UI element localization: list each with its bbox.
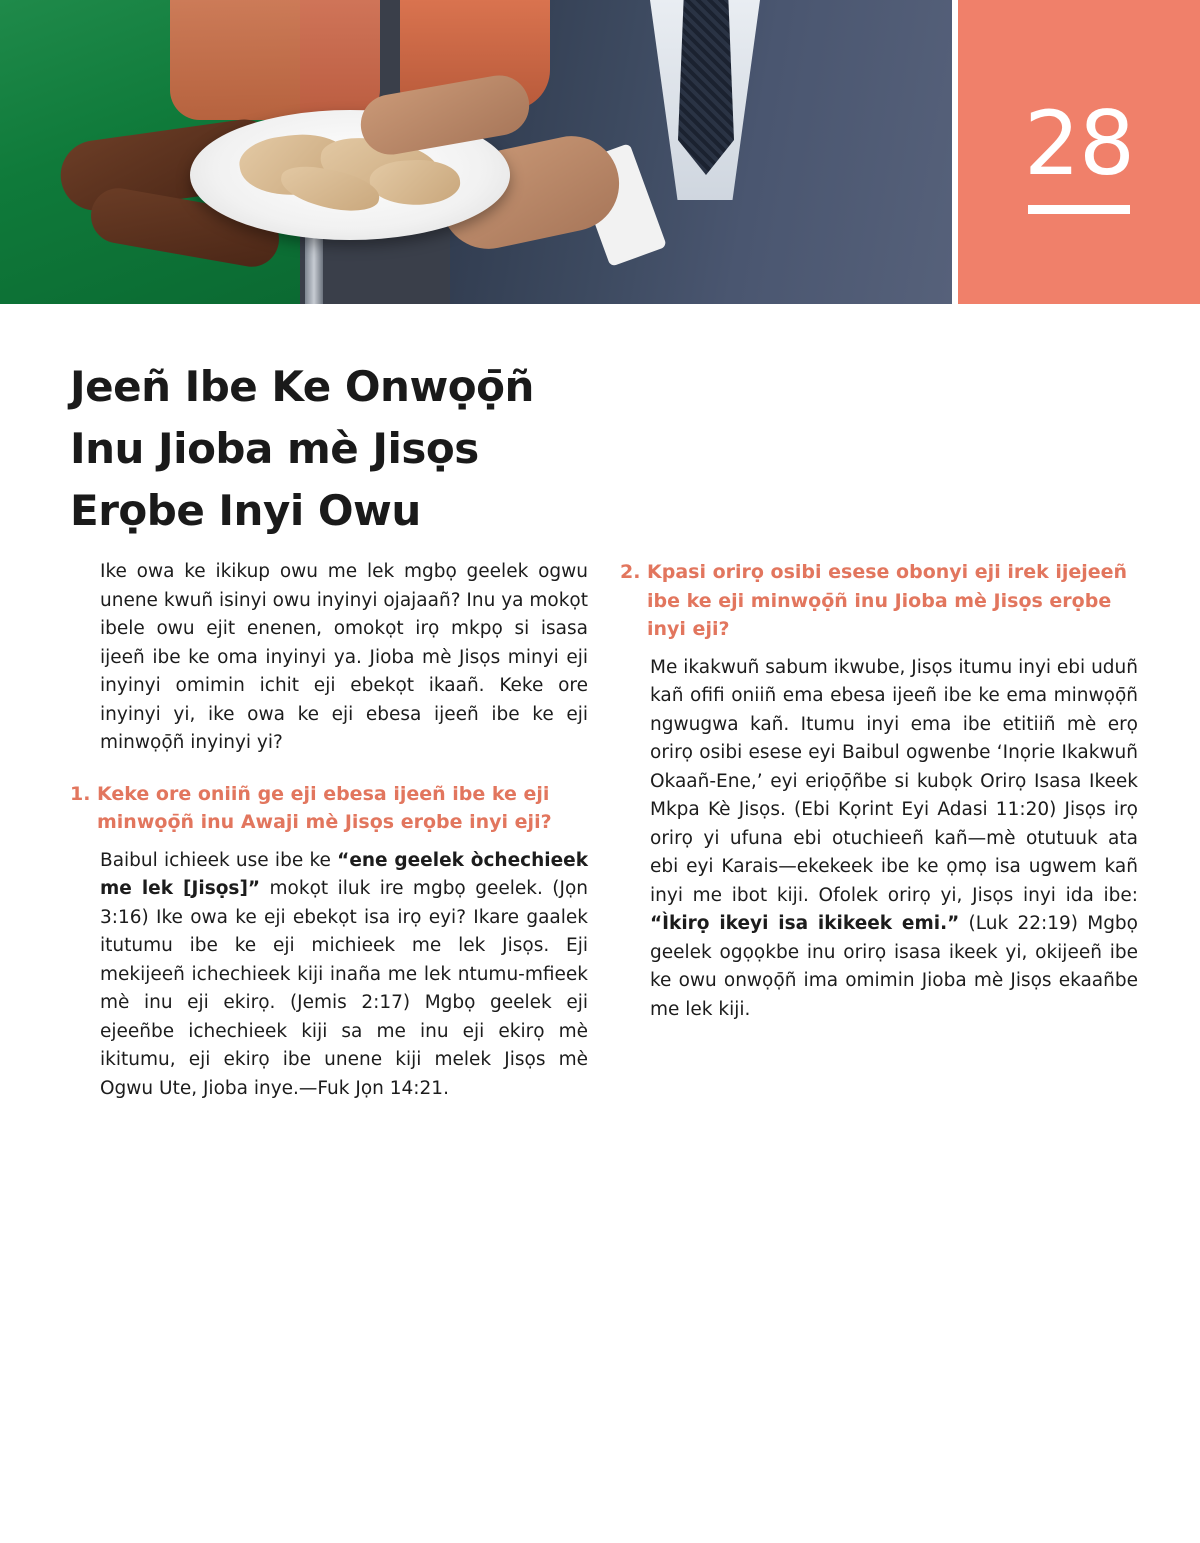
right-column (620, 558, 1138, 1024)
lesson-number-box (958, 0, 1200, 304)
question-text: Kpasi orirọ osibi esese obonyi eji irek ijejeeñ ibe ke eji minwọọ̄ñ inu Jioba mè Jisọs erọbe inyi eji? (647, 561, 1128, 640)
question-number: 1. (70, 782, 91, 805)
answer-quote: “ene geelek òchechieek me lek [Jisọs]” (100, 849, 589, 899)
answer-text: mokọt iluk ire mgbọ geelek. (Jọn 3:16) Ike owa ke eji ebekọt isa irọ eyi? Ikare gaalek itutumu ibe ke eji michieek me lek Jisọs. Eji mekijeeñ ichechieek kiji inaña me lek ntumu-mfieek mè inu eji ekirọ. (Jemis 2:17) Mgbọ geelek eji ejeeñbe ichechieek kiji sa me inu eji ekirọ mè ikitumu, eji ekirọ ibe unene kiji melek Jisọs mè Ogwu Ute, Jioba inye.—Fuk Jọn 14:21. (100, 878, 588, 1099)
header-photo (0, 0, 952, 304)
question-1 (70, 780, 588, 837)
page-title-line: Inu Jioba mè Jisọs (70, 424, 479, 473)
answer-text: Me ikakwuñ sabum ikwube, Jisọs itumu inyi ebi uduñ kañ ofifi oniiñ ema ebesa ijeeñ ibe ke ema minwọọ̄ñ ngwugwa kañ. Itumu inyi ema ibe etitiiñ mè erọ orirọ osibi esese eyi Baibul ogwenbe ‘Inọrie Ikakwuñ Okaañ-Ene,’ eyi eriọọ̄ñbe si kubọk Orirọ Isasa Ikeek Mkpa Kè Jisọs. (Ebi Kọrint Eyi Adasi 11:20) Jisọs irọ orirọ yi ufuna ebi otuchieeñ kañ—mè otutuuk ata ebi eyi Karais—ekekeek ibe ke ọmọ isa ugwem kañ inyi me ibot kiji. Ofolek orirọ yi, Jisọs inyi ida ibe: (650, 656, 1138, 906)
question-number: 2. (620, 561, 641, 583)
answer-paragraph-1 (70, 847, 588, 1104)
photo-seat-left (170, 0, 380, 120)
page-title-line: Jeeñ Ibe Ke Onwọọ̄ñ (70, 362, 534, 411)
lesson-number-underline (1028, 205, 1130, 214)
question-2 (620, 558, 1138, 644)
answer-text: Baibul ichieek use ibe ke (100, 849, 338, 871)
question-text: Keke ore oniiñ ge eji ebesa ijeeñ ibe ke eji minwọọ̄ñ inu Awaji mè Jisọs erọbe inyi eji? (97, 782, 552, 833)
lesson-number: 28 (1024, 92, 1134, 195)
page-title-line: Erọbe Inyi Owu (70, 486, 421, 535)
photo-tie (678, 0, 734, 175)
answer-text: (Luk 22:19) Mgbọ geelek ogọọkbe inu orirọ isasa ikeek yi, okijeeñ ibe ke owu onwọọ̄ñ ima omimin Jioba mè Jisọs ekaañbe me lek kiji. (650, 913, 1138, 1020)
intro-paragraph: Ike owa ke ikikup owu me lek mgbọ geelek ogwu unene kwuñ isinyi owu inyinyi ojajaañ? Inu ya mokọt ibele owu ejit enenen, omokọt irọ mkpọ si isasa ijeeñ ibe ke oma inyinyi ya. Jioba mè Jisọs minyi eji inyinyi omimin ichit eji ebekọt ikaañ. Keke ore inyinyi yi, ike owa ke eji ebesa ijeeñ ibe ke eji minwọọ̄ñ inyinyi yi? (100, 561, 588, 753)
left-column (70, 558, 588, 1103)
page-title (70, 356, 630, 542)
answer-quote: “Ìkirọ ikeyi isa ikikeek emi.” (650, 913, 960, 934)
answer-paragraph-2 (620, 654, 1138, 1025)
